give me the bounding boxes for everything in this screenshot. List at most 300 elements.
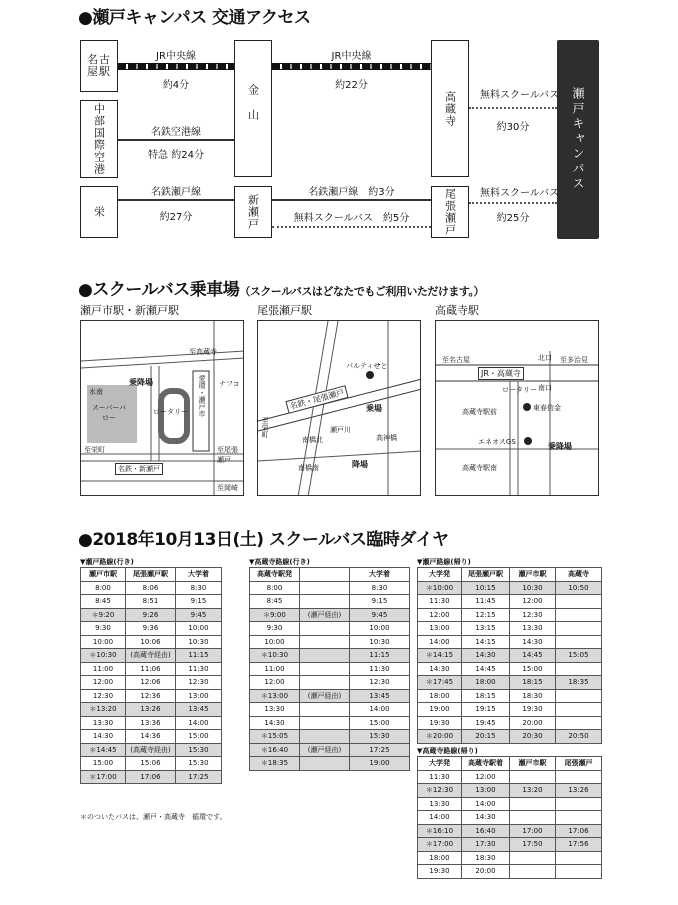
table-row: [418, 703, 602, 717]
table-row: [250, 689, 410, 703]
t1-cell: 15:30: [176, 743, 222, 757]
t3-title: ▼瀬戸路線(帰り): [417, 558, 471, 566]
t4-header-2: 瀬戸市駅: [510, 757, 556, 771]
t4-cell: [510, 811, 556, 825]
t1-cell: 12:30: [176, 676, 222, 690]
route2-rail: [272, 63, 431, 70]
t2-cell: [300, 662, 350, 676]
station-nagoya: 名古屋駅: [80, 40, 118, 92]
map2-label: 尾張瀬戸駅: [257, 304, 312, 317]
table-row: [81, 689, 222, 703]
map1-text-9: 至尾張瀬戸: [217, 446, 238, 464]
t4-header-row: [418, 757, 602, 771]
route1-line: JR中央線: [156, 51, 196, 62]
t3-cell: 10:15: [462, 581, 510, 595]
t3-cell: 20:30: [510, 730, 556, 744]
t2-cell: ＊10:30: [250, 649, 300, 663]
t4-header-3: 尾張瀬戸: [556, 757, 602, 771]
t2-cell: [300, 649, 350, 663]
t2-cell: 9:45: [350, 608, 410, 622]
t3-cell: 20:15: [462, 730, 510, 744]
t3-cell: 13:00: [418, 622, 462, 636]
map1-text-1: 乗降場: [129, 378, 153, 387]
t3-cell: 14:30: [418, 662, 462, 676]
t3-header-row: [418, 568, 602, 582]
t4-cell: 18:00: [418, 851, 462, 865]
t2-cell: [300, 703, 350, 717]
table-row: [418, 838, 602, 852]
t4-cell: 17:06: [556, 824, 602, 838]
t4-cell: [510, 770, 556, 784]
t2-table: [249, 567, 410, 771]
map3-text-1: JR・高蔵寺: [478, 367, 524, 380]
t3-table: [417, 567, 602, 744]
t1-cell: 15:06: [126, 757, 176, 771]
table-row: [418, 716, 602, 730]
t2-cell: 14:00: [350, 703, 410, 717]
t3-cell: 10:30: [510, 581, 556, 595]
t2-cell: 10:00: [350, 622, 410, 636]
t4-cell: 17:50: [510, 838, 556, 852]
t1-cell: (高蔵寺経由): [126, 743, 176, 757]
map3-roads: [436, 321, 599, 496]
map1-text-0: 至高蔵寺: [189, 348, 217, 356]
table-row: [418, 730, 602, 744]
t2-cell: [300, 730, 350, 744]
t1-cell: ＊14:45: [81, 743, 126, 757]
t2-cell: 8:00: [250, 581, 300, 595]
table-row: [418, 851, 602, 865]
route5-line: 名鉄瀬戸線: [151, 187, 201, 198]
t4-header-0: 大学発: [418, 757, 462, 771]
t3-cell: [556, 703, 602, 717]
route4-time: 特急 約24分: [148, 150, 204, 161]
map3-text-0: 至名古屋: [442, 356, 470, 364]
t3-cell: [556, 608, 602, 622]
t1-cell: 11:00: [81, 662, 126, 676]
t3-cell: 11:45: [462, 595, 510, 609]
table-row: [81, 703, 222, 717]
table-row: [250, 716, 410, 730]
t2-cell: (瀬戸経由): [300, 743, 350, 757]
t1-cell: 14:30: [81, 730, 126, 744]
route2-line: JR中央線: [331, 51, 372, 62]
table-row: [250, 730, 410, 744]
t1-cell: 8:30: [176, 581, 222, 595]
table-row: [418, 770, 602, 784]
t3-cell: 18:00: [418, 689, 462, 703]
t1-cell: 12:36: [126, 689, 176, 703]
t1-header-0: 瀬戸市駅: [81, 568, 126, 582]
route7-dots: [272, 226, 431, 228]
t4-cell: [510, 851, 556, 865]
t3-header-1: 尾張瀬戸駅: [462, 568, 510, 582]
map1-text-10: 至岡崎: [217, 484, 238, 492]
map1-label: 瀬戸市駅・新瀬戸駅: [80, 304, 179, 317]
table-row: [81, 770, 222, 784]
t2-title: ▼高蔵寺路線(行き): [249, 558, 310, 566]
station-owariseto: 尾張瀬戸: [431, 186, 469, 238]
t2-cell: ＊18:35: [250, 757, 300, 771]
table-row: [418, 676, 602, 690]
t1-cell: 14:00: [176, 716, 222, 730]
t4-cell: ＊16:10: [418, 824, 462, 838]
table-row: [418, 581, 602, 595]
table-row: [250, 743, 410, 757]
route8-line: 無料スクールバス: [480, 188, 560, 199]
table-row: [418, 824, 602, 838]
t2-cell: 8:45: [250, 595, 300, 609]
t2-cell: 14:30: [250, 716, 300, 730]
table-row: [81, 662, 222, 676]
map3-text-10: 高蔵寺駅南: [462, 464, 497, 472]
t3-cell: [556, 716, 602, 730]
table-row: [250, 703, 410, 717]
table-row: [418, 635, 602, 649]
t1-cell: 8:45: [81, 595, 126, 609]
table-row: [418, 622, 602, 636]
t1-cell: 13:45: [176, 703, 222, 717]
table-row: [81, 743, 222, 757]
table-row: [418, 797, 602, 811]
t4-cell: [556, 865, 602, 879]
table-row: [81, 716, 222, 730]
t1-cell: 15:00: [81, 757, 126, 771]
t4-cell: 14:30: [462, 811, 510, 825]
table-row: [418, 595, 602, 609]
t4-cell: 12:00: [462, 770, 510, 784]
t2-cell: [300, 676, 350, 690]
map2-roads: [258, 321, 421, 496]
map1-text-8: 名鉄・新瀬戸: [115, 463, 163, 475]
t3-header-3: 高蔵寺: [556, 568, 602, 582]
t3-cell: [556, 662, 602, 676]
table-row: [250, 676, 410, 690]
t1-cell: 13:36: [126, 716, 176, 730]
t3-cell: 11:30: [418, 595, 462, 609]
t3-cell: 19:30: [418, 716, 462, 730]
table-row: [81, 608, 222, 622]
map3-text-5: 南口: [538, 384, 552, 392]
map3-text-9: 乗降場: [548, 442, 572, 451]
map1-text-2: 水南: [89, 388, 103, 396]
t4-header-1: 高蔵寺駅着: [462, 757, 510, 771]
t2-cell: 10:00: [250, 635, 300, 649]
t4-cell: ＊12:30: [418, 784, 462, 798]
t2-cell: 9:30: [250, 622, 300, 636]
table-row: [250, 649, 410, 663]
t4-cell: 17:30: [462, 838, 510, 852]
t1-cell: 14:36: [126, 730, 176, 744]
t4-cell: 20:00: [462, 865, 510, 879]
busstop-note: （スクールバスはどなたでもご利用いただけます。）: [239, 285, 484, 298]
map1-text-7: 至栄町: [84, 446, 105, 454]
t3-cell: 14:00: [418, 635, 462, 649]
route4-rail: [118, 139, 234, 141]
t3-cell: 19:30: [510, 703, 556, 717]
t1-cell: 13:30: [81, 716, 126, 730]
t1-cell: 8:51: [126, 595, 176, 609]
map2-text-8: 降場: [352, 460, 368, 469]
t2-cell: 15:00: [350, 716, 410, 730]
map2-text-1: 名鉄・尾張瀬戸: [285, 385, 348, 414]
route3-time: 約30分: [496, 122, 530, 133]
t3-cell: 12:15: [462, 608, 510, 622]
map1-text-6: ナフコ: [219, 380, 240, 388]
t1-header-1: 尾張瀬戸駅: [126, 568, 176, 582]
t3-cell: 12:00: [510, 595, 556, 609]
t3-cell: ＊14:15: [418, 649, 462, 663]
t1-cell: 12:30: [81, 689, 126, 703]
t1-cell: 11:15: [176, 649, 222, 663]
t3-cell: 18:00: [462, 676, 510, 690]
table-row: [418, 649, 602, 663]
t1-cell: 10:30: [176, 635, 222, 649]
t1-cell: 11:06: [126, 662, 176, 676]
t4-cell: 13:26: [556, 784, 602, 798]
t3-cell: 14:30: [510, 635, 556, 649]
t4-cell: 17:00: [510, 824, 556, 838]
station-kanayama: 金山: [234, 40, 272, 177]
timetable-footnote: ＊のついたバスは、瀬戸・高蔵寺 循環です。: [80, 813, 227, 821]
route2-time: 約22分: [335, 80, 368, 91]
t1-cell: 17:06: [126, 770, 176, 784]
t1-cell: 17:25: [176, 770, 222, 784]
map3-text-6: 東春信金: [533, 404, 561, 412]
t1-header-2: 大学着: [176, 568, 222, 582]
t2-cell: (瀬戸経由): [300, 608, 350, 622]
t3-cell: 18:15: [510, 676, 556, 690]
access-title: ●瀬戸キャンパス 交通アクセス: [78, 8, 311, 28]
t3-header-2: 瀬戸市駅: [510, 568, 556, 582]
t4-cell: 19:30: [418, 865, 462, 879]
route5-time: 約27分: [159, 212, 193, 223]
t3-cell: 18:30: [510, 689, 556, 703]
t1-cell: 9:45: [176, 608, 222, 622]
map3: [435, 320, 599, 496]
t4-cell: ＊17:00: [418, 838, 462, 852]
map1-text-5: 愛環・瀬戸市: [198, 375, 206, 417]
t2-cell: 19:00: [350, 757, 410, 771]
t4-cell: 11:30: [418, 770, 462, 784]
t3-cell: 13:30: [510, 622, 556, 636]
t1-cell: 10:06: [126, 635, 176, 649]
table-row: [250, 581, 410, 595]
t1-cell: 12:06: [126, 676, 176, 690]
map1: [80, 320, 244, 496]
table-row: [250, 757, 410, 771]
table-row: [418, 811, 602, 825]
t4-cell: 17:56: [556, 838, 602, 852]
route5-rail: [118, 199, 234, 201]
t1-cell: 10:00: [176, 622, 222, 636]
route3-line: 無料スクールバス: [480, 90, 560, 101]
t2-cell: 11:15: [350, 649, 410, 663]
t3-cell: 14:45: [510, 649, 556, 663]
t3-cell: 10:50: [556, 581, 602, 595]
t2-cell: 13:45: [350, 689, 410, 703]
t2-cell: [300, 635, 350, 649]
table-row: [81, 635, 222, 649]
t2-header-1: [300, 568, 350, 582]
t2-header-row: [250, 568, 410, 582]
t3-cell: ＊17:45: [418, 676, 462, 690]
map2-text-5: 高神橋: [376, 434, 397, 442]
t4-cell: 18:30: [462, 851, 510, 865]
map3-text-8: エネオスGS: [478, 438, 516, 446]
t1-cell: ＊13:20: [81, 703, 126, 717]
t4-cell: 14:00: [418, 811, 462, 825]
t3-cell: 15:00: [510, 662, 556, 676]
t3-cell: 14:30: [462, 649, 510, 663]
t4-cell: [556, 811, 602, 825]
t2-cell: 15:30: [350, 730, 410, 744]
map3-text-4: ロータリー: [502, 386, 537, 394]
map2-text-4: 瀬戸川: [330, 426, 351, 434]
t4-title: ▼高蔵寺路線(帰り): [417, 747, 478, 755]
campus-block: 瀬戸キャンパス: [557, 40, 599, 239]
t4-cell: 13:30: [418, 797, 462, 811]
t1-header-row: [81, 568, 222, 582]
t3-cell: 13:15: [462, 622, 510, 636]
t2-cell: [300, 622, 350, 636]
t1-cell: (高蔵寺経由): [126, 649, 176, 663]
table-row: [250, 595, 410, 609]
route8-dots: [469, 202, 557, 204]
t1-cell: 11:30: [176, 662, 222, 676]
route1-rail: [118, 63, 234, 70]
route4-line: 名鉄空港線: [151, 127, 201, 138]
table-row: [418, 689, 602, 703]
station-shinseto: 新瀬戸: [234, 186, 272, 238]
t1-cell: 8:00: [81, 581, 126, 595]
map1-text-3: スーパーバロー: [92, 404, 126, 422]
t3-cell: [556, 622, 602, 636]
table-row: [418, 608, 602, 622]
t3-cell: [556, 635, 602, 649]
t3-header-0: 大学発: [418, 568, 462, 582]
t1-cell: 9:36: [126, 622, 176, 636]
t2-cell: [300, 716, 350, 730]
map2-text-0: パルティせと: [346, 362, 388, 370]
table-row: [81, 757, 222, 771]
table-row: [81, 595, 222, 609]
route6-rail: [272, 199, 431, 201]
t4-cell: 14:00: [462, 797, 510, 811]
t3-cell: 19:45: [462, 716, 510, 730]
t2-cell: ＊16:40: [250, 743, 300, 757]
map1-text-4: ロータリー: [153, 408, 188, 416]
route8-time: 約25分: [496, 213, 530, 224]
map3-text-3: 至多治見: [560, 356, 588, 364]
t1-cell: 12:00: [81, 676, 126, 690]
t4-cell: 16:40: [462, 824, 510, 838]
t3-cell: 12:00: [418, 608, 462, 622]
t2-cell: 10:30: [350, 635, 410, 649]
t1-cell: ＊10:30: [81, 649, 126, 663]
t2-cell: 8:30: [350, 581, 410, 595]
t1-cell: 9:30: [81, 622, 126, 636]
route7-line: 無料スクールバス 約5分: [293, 213, 410, 224]
t2-header-0: 高蔵寺駅発: [250, 568, 300, 582]
t4-cell: 13:20: [510, 784, 556, 798]
t1-cell: 13:00: [176, 689, 222, 703]
t1-cell: ＊17:00: [81, 770, 126, 784]
table-row: [81, 730, 222, 744]
t2-cell: 17:25: [350, 743, 410, 757]
t1-cell: 8:06: [126, 581, 176, 595]
t4-cell: 13:00: [462, 784, 510, 798]
map3-text-7: 高蔵寺駅前: [462, 408, 497, 416]
t4-cell: [556, 797, 602, 811]
t3-cell: 12:30: [510, 608, 556, 622]
map2-text-7: 南橋南: [298, 464, 319, 472]
t1-cell: 9:26: [126, 608, 176, 622]
t3-cell: 20:00: [510, 716, 556, 730]
t2-cell: (瀬戸経由): [300, 689, 350, 703]
t3-cell: 20:50: [556, 730, 602, 744]
t1-title: ▼瀬戸路線(行き): [80, 558, 134, 566]
busstop-title: ●スクールバス乗車場（スクールバスはどなたでもご利用いただけます。）: [78, 280, 484, 300]
table-row: [250, 662, 410, 676]
t3-cell: 15:05: [556, 649, 602, 663]
t2-cell: 11:00: [250, 662, 300, 676]
table-row: [81, 676, 222, 690]
route6-line: 名鉄瀬戸線 約3分: [308, 187, 395, 198]
t1-cell: ＊9:20: [81, 608, 126, 622]
t3-cell: 14:15: [462, 635, 510, 649]
map3-text-2: 北口: [538, 354, 552, 362]
t4-cell: [510, 865, 556, 879]
map3-label: 高蔵寺駅: [435, 304, 479, 317]
t2-header-2: 大学着: [350, 568, 410, 582]
t2-cell: ＊15:05: [250, 730, 300, 744]
table-row: [81, 622, 222, 636]
t2-cell: ＊13:00: [250, 689, 300, 703]
t2-cell: ＊9:00: [250, 608, 300, 622]
timetable-title: ●2018年10月13日(土) スクールバス臨時ダイヤ: [78, 530, 449, 550]
table-row: [81, 649, 222, 663]
t2-cell: 12:00: [250, 676, 300, 690]
map2: [257, 320, 421, 496]
t2-cell: 13:30: [250, 703, 300, 717]
t1-table: [80, 567, 222, 784]
t2-cell: [300, 595, 350, 609]
t3-cell: ＊20:00: [418, 730, 462, 744]
route3-dots: [469, 107, 557, 109]
t3-cell: 14:45: [462, 662, 510, 676]
t1-cell: 13:26: [126, 703, 176, 717]
t1-cell: 9:15: [176, 595, 222, 609]
t3-cell: ＊10:00: [418, 581, 462, 595]
t4-cell: [556, 851, 602, 865]
t1-cell: 15:30: [176, 757, 222, 771]
map2-text-3: 乗場: [366, 404, 382, 413]
t1-cell: 10:00: [81, 635, 126, 649]
table-row: [81, 581, 222, 595]
map2-text-6: 南橋北: [302, 436, 323, 444]
t4-table: [417, 756, 602, 879]
t2-cell: [300, 581, 350, 595]
table-row: [418, 784, 602, 798]
route1-time: 約4分: [162, 80, 190, 91]
t3-cell: 19:00: [418, 703, 462, 717]
t3-cell: [556, 595, 602, 609]
t4-cell: [510, 797, 556, 811]
t2-cell: 11:30: [350, 662, 410, 676]
t4-cell: [556, 770, 602, 784]
station-airport: 中部国際空港: [80, 100, 118, 178]
